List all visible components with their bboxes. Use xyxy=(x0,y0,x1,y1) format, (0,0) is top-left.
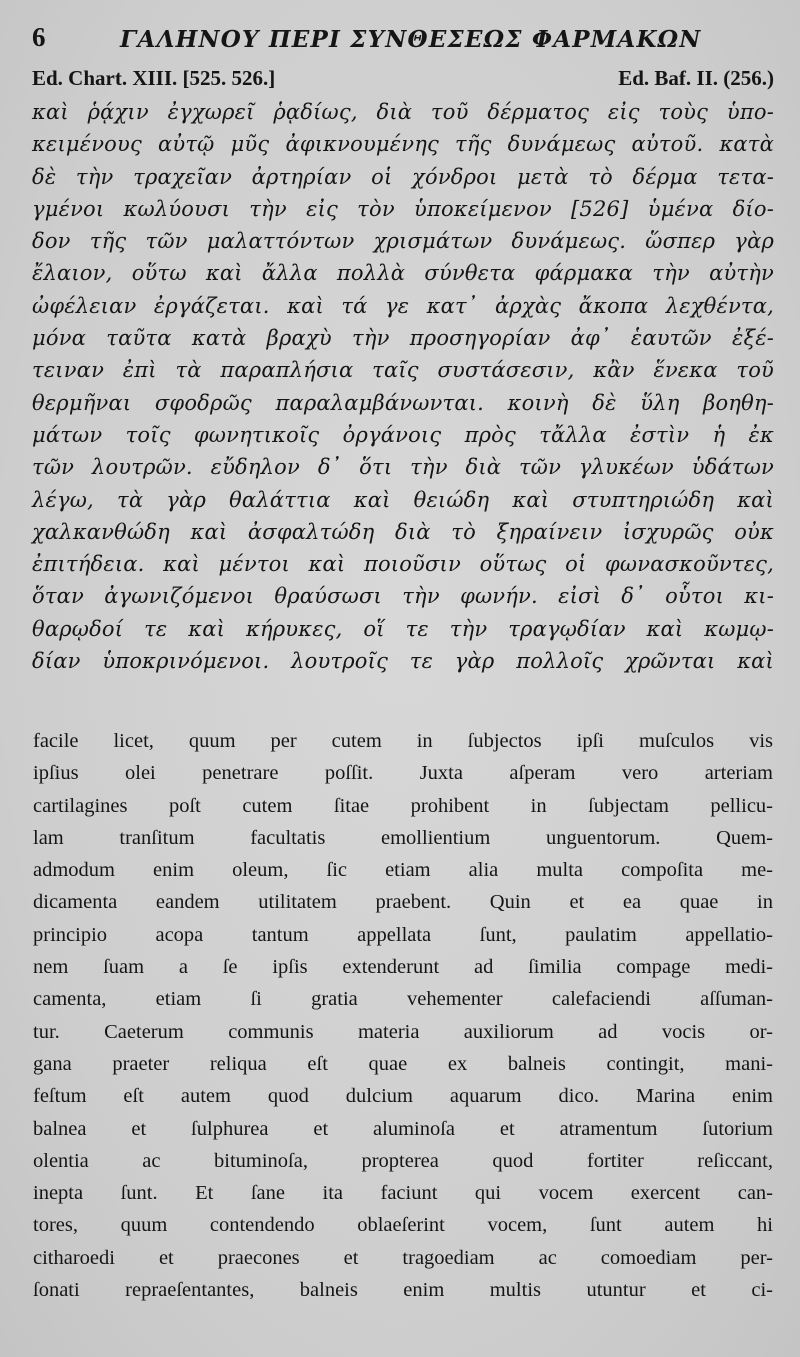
latin-text-line: ſonati repraeſentantes, balneis enim multis utuntur et ci- xyxy=(33,1279,773,1302)
greek-text-line: θαρῳδοί τε καὶ κήρυκες, οἵ τε τὴν τραγῳδίαν καὶ κωμῳ- xyxy=(32,616,774,641)
greek-text-line: μάτων τοῖς φωνητικοῖς ὀργάνοις πρὸς τἄλλα ἐστὶν ἡ ἐκ xyxy=(32,422,774,447)
latin-text-line: facile licet, quum per cutem in ſubjectos ipſi muſculos vis xyxy=(33,730,773,752)
edition-basel-reference: Ed. Baf. II. (256.) xyxy=(618,66,774,90)
latin-text-line: gana praeter reliqua eſt quae ex balneis contingit, mani- xyxy=(33,1052,773,1075)
latin-text-block xyxy=(33,725,773,1306)
greek-text-line: ἔλαιον, οὕτω καὶ ἄλλα πολλὰ σύνθετα φάρμακα τὴν αὐτὴν xyxy=(32,261,774,286)
greek-text-line: ἐπιτήδεια. καὶ μέντοι καὶ ποιοῦσιν οὕτως οἱ φωνασκοῦντες, xyxy=(32,552,774,577)
page-header xyxy=(32,22,772,58)
latin-text-line: citharoedi et praecones et tragoediam ac comoediam per- xyxy=(33,1246,773,1269)
latin-text-line: cartilagines poſt cutem ſitae prohibent in ſubjectam pellicu- xyxy=(33,794,773,817)
greek-text-line: δον τῆς τῶν μαλαττόντων χρισμάτων δυνάμεως. ὥσπερ γὰρ xyxy=(32,229,774,254)
latin-text-line: nem ſuam a ſe ipſis extenderunt ad ſimilia compage medi- xyxy=(33,956,773,979)
greek-text-line: τειναν ἐπὶ τὰ παραπλήσια ταῖς συστάσεσιν, κἂν ἕνεκα τοῦ xyxy=(32,358,774,383)
latin-text-line: balnea et ſulphurea et aluminoſa et atramentum ſutorium xyxy=(33,1117,773,1140)
latin-text-line: admodum enim oleum, ſic etiam alia multa compoſita me- xyxy=(33,859,773,882)
greek-text-line: χαλκανθώδη καὶ ἀσφαλτώδη διὰ τὸ ξηραίνειν ἰσχυρῶς οὐκ xyxy=(32,519,774,544)
greek-text-line: καὶ ῥᾴχιν ἐγχωρεῖ ῥᾳδίως, διὰ τοῦ δέρματος εἰς τοὺς ὑπο- xyxy=(32,100,774,124)
latin-text-line: olentia ac bituminoſa, propterea quod fortiter reſiccant, xyxy=(33,1149,773,1172)
latin-text-line: inepta ſunt. Et ſane ita faciunt qui vocem exercent can- xyxy=(33,1182,773,1205)
greek-text-line: λέγω, τὰ γὰρ θαλάττια καὶ θειώδη καὶ στυπτηριώδη καὶ xyxy=(32,487,774,512)
latin-text-line: lam tranſitum facultatis emollientium unguentorum. Quem- xyxy=(33,826,773,849)
greek-text-line: δὲ τὴν τραχεῖαν ἀρτηρίαν οἱ χόνδροι μετὰ τὸ δέρμα τετα- xyxy=(32,164,774,189)
greek-text-line: κειμένους αὐτῷ μῦς ἀφικνουμένης τῆς δυνάμεως αὐτοῦ. κατὰ xyxy=(32,132,774,157)
latin-text-line: principio acopa tantum appellata ſunt, paulatim appellatio- xyxy=(33,923,773,946)
greek-text-line: γμένοι κωλύουσι τὴν εἰς τὸν ὑποκείμενον [526] ὑμένα δίο- xyxy=(32,196,774,221)
latin-text-line: dicamenta eandem utilitatem praebent. Quin et ea quae in xyxy=(33,891,773,914)
greek-text-line: μόνα ταῦτα κατὰ βραχὺ τὴν προσηγορίαν ἀφ᾽ ἑαυτῶν ἐξέ- xyxy=(32,326,774,351)
latin-text-line: ipſius olei penetrare poſſit. Juxta aſperam vero arteriam xyxy=(33,762,773,785)
greek-text-block xyxy=(32,96,774,677)
edition-reference-line xyxy=(32,66,774,96)
edition-chart-reference: Ed. Chart. XIII. [525. 526.] xyxy=(32,66,276,90)
running-title: ΓΑΛΗΝΟΥ ΠΕΡΙ ΣΥΝΘΕΣΕΩΣ ΦΑΡΜΑΚΩΝ xyxy=(120,26,702,53)
greek-text-line: δίαν ὑποκρινόμενοι. λουτροῖς τε γὰρ πολλοῖς χρῶνται καὶ xyxy=(32,649,774,674)
latin-text-line: feſtum eſt autem quod dulcium aquarum dico. Marina enim xyxy=(33,1085,773,1108)
latin-text-line: tur. Caeterum communis materia auxiliorum ad vocis or- xyxy=(33,1020,773,1043)
page-number: 6 xyxy=(32,22,46,52)
greek-text-line: ὅταν ἀγωνιζόμενοι θραύσωσι τὴν φωνήν. εἰσὶ δ᾽ οὗτοι κι- xyxy=(32,584,774,609)
greek-text-line: τῶν λουτρῶν. εὔδηλον δ᾽ ὅτι τὴν διὰ τῶν γλυκέων ὑδάτων xyxy=(32,455,774,480)
latin-text-line: camenta, etiam ſi gratia vehementer calefaciendi aſſuman- xyxy=(33,988,773,1011)
greek-text-line: ὠφέλειαν ἐργάζεται. καὶ τά γε κατ᾽ ἀρχὰς ἄκοπα λεχθέντα, xyxy=(32,293,774,318)
latin-text-line: tores, quum contendendo oblaeſerint vocem, ſunt autem hi xyxy=(33,1214,773,1237)
greek-text-line: θερμῆναι σφοδρῶς παραλαμβάνωνται. κοινὴ δὲ ὕλη βοηθη- xyxy=(32,390,774,415)
